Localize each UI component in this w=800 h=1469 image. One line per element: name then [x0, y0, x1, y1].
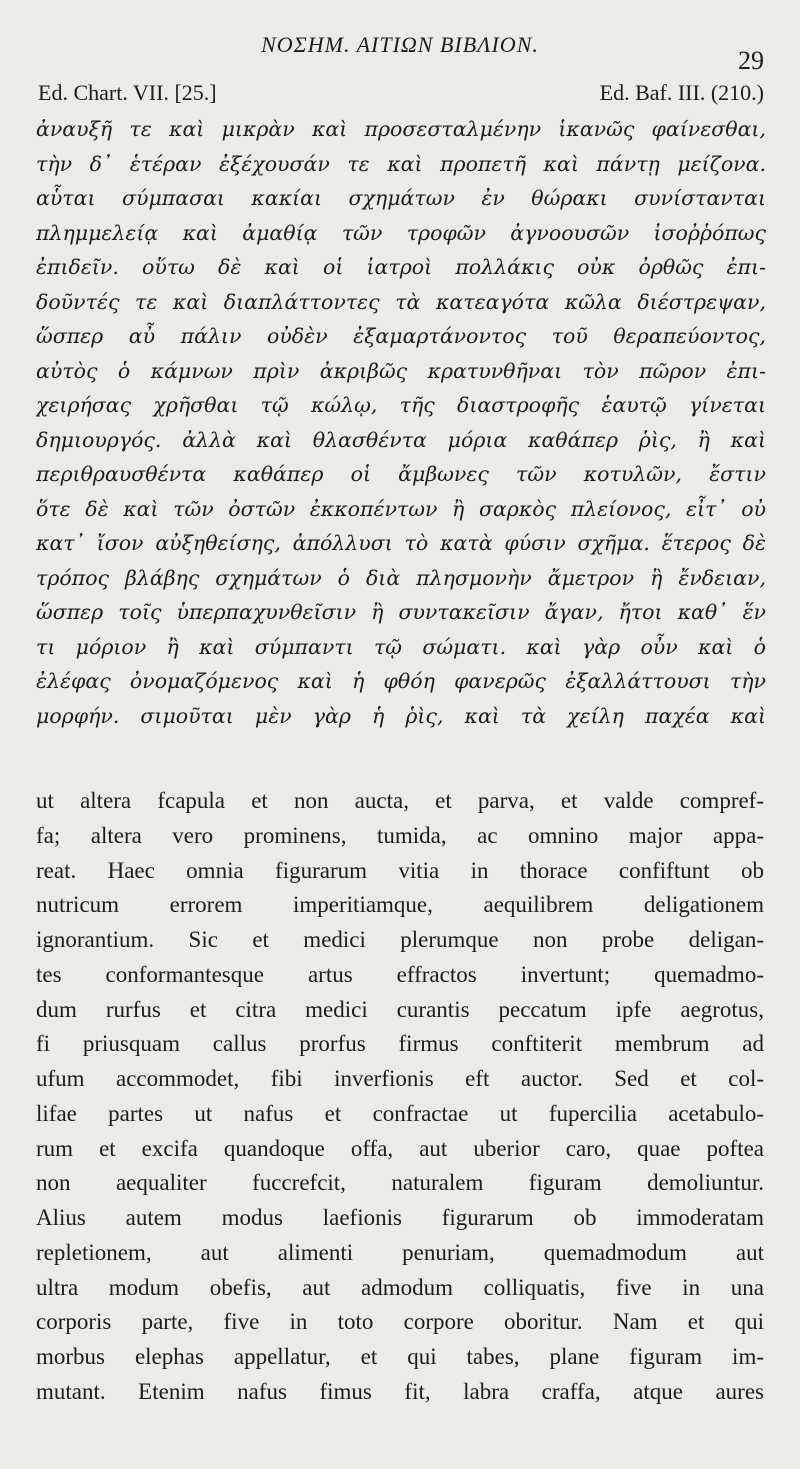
greek-text-line: περιθραυσθέντα καθάπερ οἱ ἄμβωνες τῶν κοτυλῶν, ἔστιν	[36, 462, 766, 486]
greek-text-line: ὅτε δὲ καὶ τῶν ὀστῶν ἐκκοπέντων ἢ σαρκὸς πλείονος, εἶτ᾽ οὐ	[36, 496, 766, 521]
greek-text-line: αὐτὸς ὁ κάμνων πρὶν ἀκριβῶς κρατυνθῆναι τὸν πῶρον ἐπι-	[36, 358, 766, 383]
latin-text-line: fa; altera vero prominens, tumida, ac omnino major appa-	[36, 822, 764, 848]
edition-reference-right: Ed. Baf. III. (210.)	[599, 80, 764, 105]
greek-text-line: ἐλέφας ὀνομαζόμενος καὶ ἡ φθόη φανερῶς ἐξαλλάττουσι τὴν	[36, 669, 766, 693]
greek-text-line: τὴν δ᾽ ἑτέραν ἐξέχουσάν τε καὶ προπετῆ καὶ πάντῃ μείζονα.	[36, 151, 766, 176]
greek-text-line: δημιουργός. ἀλλὰ καὶ θλασθέντα μόρια καθάπερ ῥὶς, ἢ καὶ	[36, 427, 766, 452]
greek-text-line: πλημμελείᾳ καὶ ἀμαθίᾳ τῶν τροφῶν ἀγνοουσῶν ἰσοῤῥόπως	[36, 220, 766, 245]
greek-text-line: ὥσπερ αὖ πάλιν οὐδὲν ἐξαμαρτάνοντος τοῦ θεραπεύοντος,	[36, 324, 766, 348]
edition-reference-left: Ed. Chart. VII. [25.]	[38, 80, 217, 105]
latin-text-line: dum rurfus et citra medici curantis peccatum ipfe aegrotus,	[36, 996, 764, 1022]
latin-text-line: corporis parte, five in toto corpore oboritur. Nam et qui	[36, 1309, 764, 1335]
greek-text-line: αὗται σύμπασαι κακίαι σχημάτων ἐν θώρακι συνίστανται	[36, 186, 766, 210]
latin-text-line: lifae partes ut nafus et confractae ut fupercilia acetabulo-	[36, 1100, 764, 1126]
page-number: 29	[738, 46, 764, 75]
latin-text-line: fi priusquam callus prorfus firmus conftiterit membrum ad	[36, 1031, 764, 1057]
latin-text-line: ignorantium. Sic et medici plerumque non probe deligan-	[36, 927, 764, 952]
greek-text-block	[36, 112, 766, 733]
latin-text-line: morbus elephas appellatur, et qui tabes, plane figuram im-	[36, 1344, 764, 1369]
latin-text-line: ufum accommodet, fibi inverfionis eft auctor. Sed et col-	[36, 1066, 764, 1091]
latin-text-line: rum et excifa quandoque offa, aut uberior caro, quae poftea	[36, 1135, 764, 1161]
latin-text-line: tes conformantesque artus effractos invertunt; quemadmo-	[36, 961, 764, 987]
latin-text-line: nutricum errorem imperitiamque, aequilibrem deligationem	[36, 892, 764, 918]
greek-text-line: δοῦντές τε καὶ διαπλάττοντες τὰ κατεαγότα κῶλα διέστρεψαν,	[36, 289, 766, 314]
latin-text-line: ut altera fcapula et non aucta, et parva, et valde compref-	[36, 788, 764, 813]
running-title: ΝΟΣΗΜ. ΑΙΤΙΩΝ ΒΙΒΛΙΟΝ.	[261, 32, 539, 57]
greek-text-line: ὥσπερ τοῖς ὑπερπαχυνθεῖσιν ἢ συντακεῖσιν ἄγαν, ἤτοι καθ᾽ ἕν	[36, 600, 766, 624]
latin-text-line: reat. Haec omnia figurarum vitia in thorace confiftunt ob	[36, 857, 764, 883]
greek-text-line: κατ᾽ ἴσον αὐξηθείσης, ἀπόλλυσι τὸ κατὰ φύσιν σχῆμα. ἕτερος δὲ	[36, 531, 766, 555]
latin-text-line: non aequaliter fuccrefcit, naturalem figuram demoliuntur.	[36, 1170, 764, 1196]
latin-text-block	[36, 784, 764, 1410]
greek-text-line: τρόπος βλάβης σχημάτων ὁ διὰ πλησμονὴν ἄμετρον ἢ ἔνδειαν,	[36, 565, 766, 590]
latin-text-line: Alius autem modus laefionis figurarum ob immoderatam	[36, 1205, 764, 1230]
latin-text-line: repletionem, aut alimenti penuriam, quemadmodum aut	[36, 1239, 764, 1265]
greek-text-line: ἐπιδεῖν. οὕτω δὲ καὶ οἱ ἰατροὶ πολλάκις οὐκ ὀρθῶς ἐπι-	[36, 255, 766, 279]
greek-text-line: μορφήν. σιμοῦται μὲν γὰρ ἡ ῥὶς, καὶ τὰ χείλη παχέα καὶ	[36, 703, 766, 728]
latin-text-line: mutant. Etenim nafus fimus fit, labra craffa, atque aures	[36, 1378, 764, 1404]
greek-text-line: χειρήσας χρῆσθαι τῷ κώλῳ, τῆς διαστροφῆς ἑαυτῷ γίνεται	[36, 393, 766, 417]
greek-text-line: ἀναυξῆ τε καὶ μικρὰν καὶ προσεσταλμένην ἱκανῶς φαίνεσθαι,	[36, 117, 766, 141]
greek-text-line: τι μόριον ἢ καὶ σύμπαντι τῷ σώματι. καὶ γὰρ οὖν καὶ ὁ	[36, 634, 766, 659]
latin-text-line: ultra modum obefis, aut admodum colliquatis, five in una	[36, 1274, 764, 1300]
